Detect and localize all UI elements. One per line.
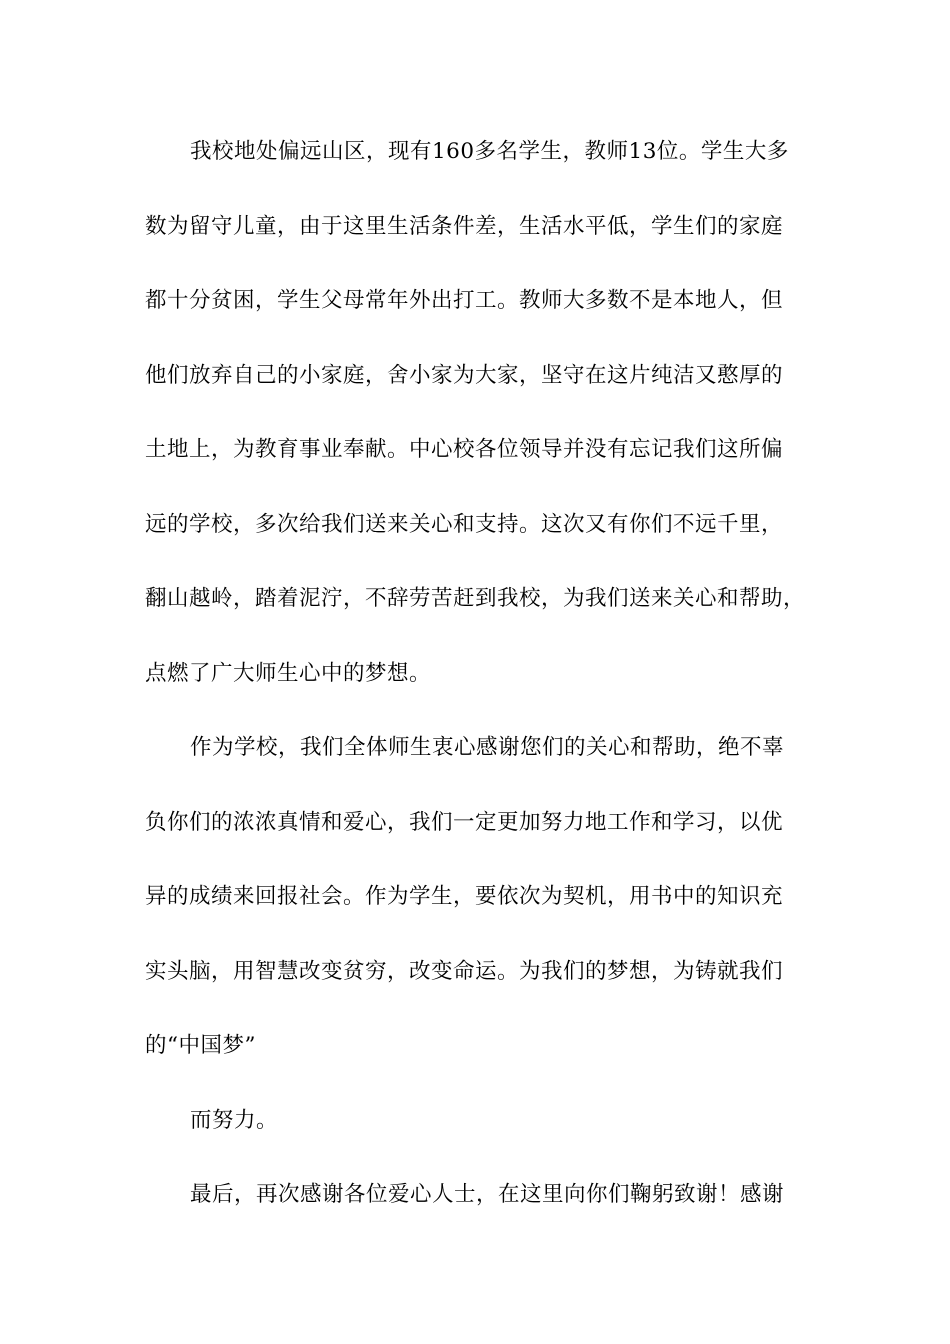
document-body bbox=[145, 132, 825, 1250]
paragraph-line: 远的学校，多次给我们送来关心和支持。这次又有你们不远千里， bbox=[145, 511, 784, 537]
paragraph-line: 数为留守儿童，由于这里生活条件差，生活水平低，学生们的家庭 bbox=[145, 213, 784, 239]
paragraph-line: 我校地处偏远山区，现有160多名学生，教师13位。学生大多 bbox=[190, 139, 789, 164]
paragraph-line: 他们放弃自己的小家庭，舍小家为大家，坚守在这片纯洁又憨厚的 bbox=[145, 362, 784, 388]
paragraph-line: 都十分贫困，学生父母常年外出打工。教师大多数不是本地人，但 bbox=[145, 288, 784, 313]
paragraph-line: 而努力。 bbox=[190, 1107, 279, 1133]
paragraph-line: 翻山越岭，踏着泥泞，不辞劳苦赶到我校，为我们送来关心和帮助， bbox=[145, 586, 806, 611]
paragraph-line: 负你们的浓浓真情和爱心，我们一定更加努力地工作和学习，以优 bbox=[145, 809, 784, 835]
paragraph-line: 作为学校，我们全体师生衷心感谢您们的关心和帮助，绝不辜 bbox=[190, 735, 785, 760]
paragraph-line: 的“中国梦” bbox=[145, 1033, 256, 1058]
paragraph-line: 实头脑，用智慧改变贫穷，改变命运。为我们的梦想，为铸就我们 bbox=[145, 958, 784, 984]
paragraph-line: 点燃了广大师生心中的梦想。 bbox=[145, 660, 432, 686]
paragraph-line: 异的成绩来回报社会。作为学生，要依次为契机，用书中的知识充 bbox=[145, 884, 784, 909]
paragraph-line: 最后，再次感谢各位爱心人士，在这里向你们鞠躬致谢！感谢 bbox=[190, 1182, 785, 1207]
paragraph-line: 土地上，为教育事业奉献。中心校各位领导并没有忘记我们这所偏 bbox=[145, 437, 784, 462]
